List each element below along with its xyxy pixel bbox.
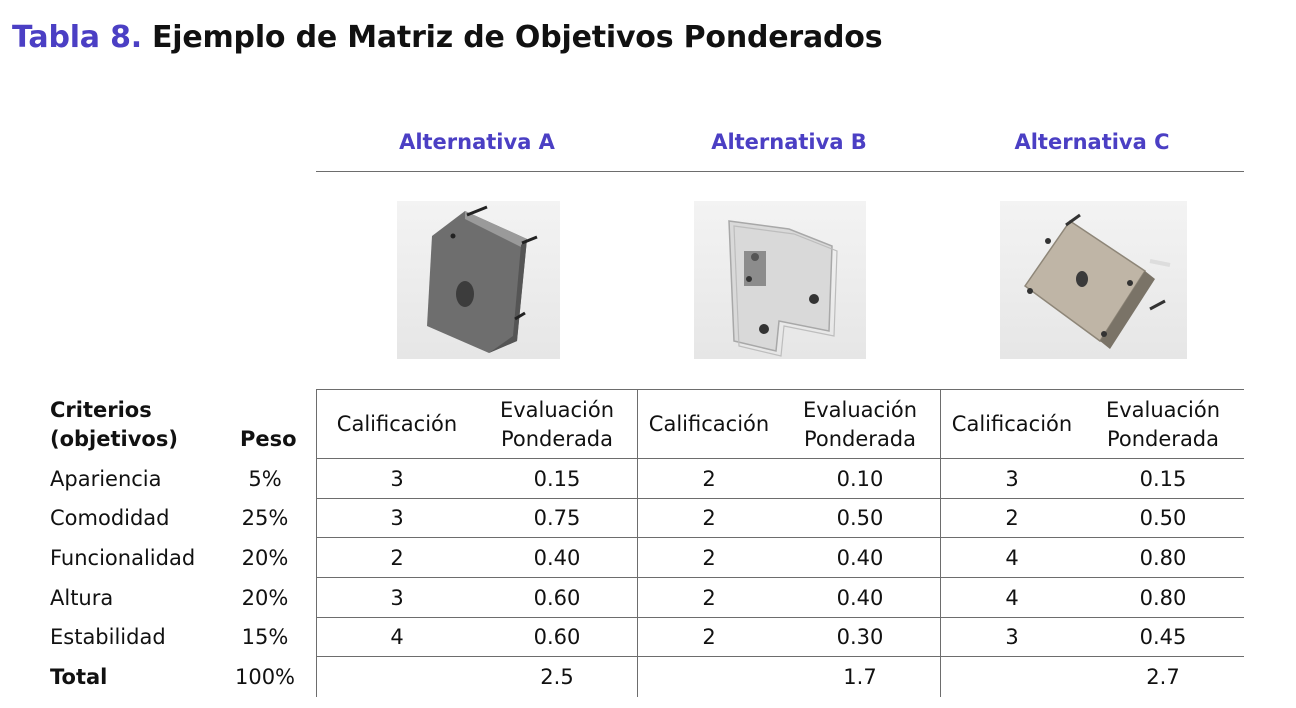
b-weighted-cell: 0.30	[836, 625, 884, 649]
table-number: Tabla 8.	[12, 20, 142, 55]
total-c: 2.7	[1146, 665, 1180, 689]
weight-cell: 15%	[241, 625, 289, 649]
a-rating-cell: 3	[390, 506, 404, 530]
table-title	[12, 20, 882, 55]
columns-bottom-rule	[316, 458, 1244, 459]
weight-header: Peso	[240, 427, 297, 451]
b-rating-cell: 2	[702, 625, 716, 649]
criterion-cell: Comodidad	[50, 506, 170, 530]
c-weighted-cell: 0.45	[1139, 625, 1187, 649]
b-weighted-cell: 0.40	[836, 546, 884, 570]
c-weighted-header	[1106, 396, 1220, 454]
c-weighted-cell: 0.50	[1139, 506, 1187, 530]
a-weighted-cell: 0.75	[533, 506, 581, 530]
c-rating-cell: 4	[1005, 546, 1019, 570]
c-weighted-header-line1: Evaluación	[1105, 398, 1221, 422]
c-rating-cell: 2	[1005, 506, 1019, 530]
a-rating-cell: 3	[390, 586, 404, 610]
b-weighted-header-line1: Evaluación	[802, 398, 918, 422]
alternative-c-heading: Alternativa C	[1014, 130, 1170, 154]
a-weighted-header	[500, 396, 614, 454]
header-rule	[316, 171, 1244, 172]
b-rating-cell: 2	[702, 546, 716, 570]
criterion-cell: Altura	[50, 586, 114, 610]
a-rating-header: Calificación	[336, 412, 458, 436]
a-rating-cell: 4	[390, 625, 404, 649]
a-weighted-header-line1: Evaluación	[499, 398, 615, 422]
alternative-a-image	[397, 201, 560, 359]
b-weighted-cell: 0.10	[836, 467, 884, 491]
row-rule	[316, 577, 1244, 578]
b-rating-cell: 2	[702, 506, 716, 530]
total-label: Total	[50, 665, 108, 689]
c-weighted-cell: 0.15	[1139, 467, 1187, 491]
a-weighted-cell: 0.60	[533, 586, 581, 610]
c-weighted-cell: 0.80	[1139, 586, 1187, 610]
criteria-header	[50, 396, 178, 454]
c-rating-cell: 4	[1005, 586, 1019, 610]
total-weight: 100%	[234, 665, 296, 689]
row-rule	[316, 617, 1244, 618]
weight-cell: 20%	[241, 586, 289, 610]
c-weighted-header-line2: Ponderada	[1106, 427, 1220, 451]
c-rating-header: Calificación	[951, 412, 1073, 436]
criteria-header-line2: (objetivos)	[50, 427, 178, 451]
columns-top-rule	[316, 389, 1244, 390]
weight-cell: 20%	[241, 546, 289, 570]
criterion-cell: Apariencia	[50, 467, 162, 491]
a-weighted-cell: 0.40	[533, 546, 581, 570]
a-rating-cell: 3	[390, 467, 404, 491]
b-rating-header: Calificación	[648, 412, 770, 436]
a-rating-cell: 2	[390, 546, 404, 570]
alternative-a-heading: Alternativa A	[399, 130, 555, 154]
separator-left	[316, 389, 317, 697]
b-weighted-cell: 0.50	[836, 506, 884, 530]
criterion-cell: Funcionalidad	[50, 546, 196, 570]
separator-a-b	[637, 389, 638, 697]
c-weighted-cell: 0.80	[1139, 546, 1187, 570]
a-weighted-cell: 0.15	[533, 467, 581, 491]
alternative-b-image	[694, 201, 866, 359]
a-weighted-cell: 0.60	[533, 625, 581, 649]
alternative-b-heading: Alternativa B	[711, 130, 867, 154]
table-title-text: Ejemplo de Matriz de Objetivos Ponderados	[151, 20, 883, 55]
b-rating-cell: 2	[702, 586, 716, 610]
criterion-cell: Estabilidad	[50, 625, 166, 649]
b-weighted-header-line2: Ponderada	[803, 427, 917, 451]
a-weighted-header-line2: Ponderada	[500, 427, 614, 451]
total-a: 2.5	[540, 665, 574, 689]
row-rule	[316, 537, 1244, 538]
c-rating-cell: 3	[1005, 467, 1019, 491]
row-rule	[316, 656, 1244, 657]
separator-b-c	[940, 389, 941, 697]
c-rating-cell: 3	[1005, 625, 1019, 649]
b-rating-cell: 2	[702, 467, 716, 491]
b-weighted-header	[803, 396, 917, 454]
b-weighted-cell: 0.40	[836, 586, 884, 610]
criteria-header-line1: Criterios	[50, 398, 152, 422]
row-rule	[316, 498, 1244, 499]
alternative-c-image	[1000, 201, 1187, 359]
weight-cell: 5%	[248, 467, 282, 491]
weight-cell: 25%	[241, 506, 289, 530]
total-b: 1.7	[843, 665, 877, 689]
